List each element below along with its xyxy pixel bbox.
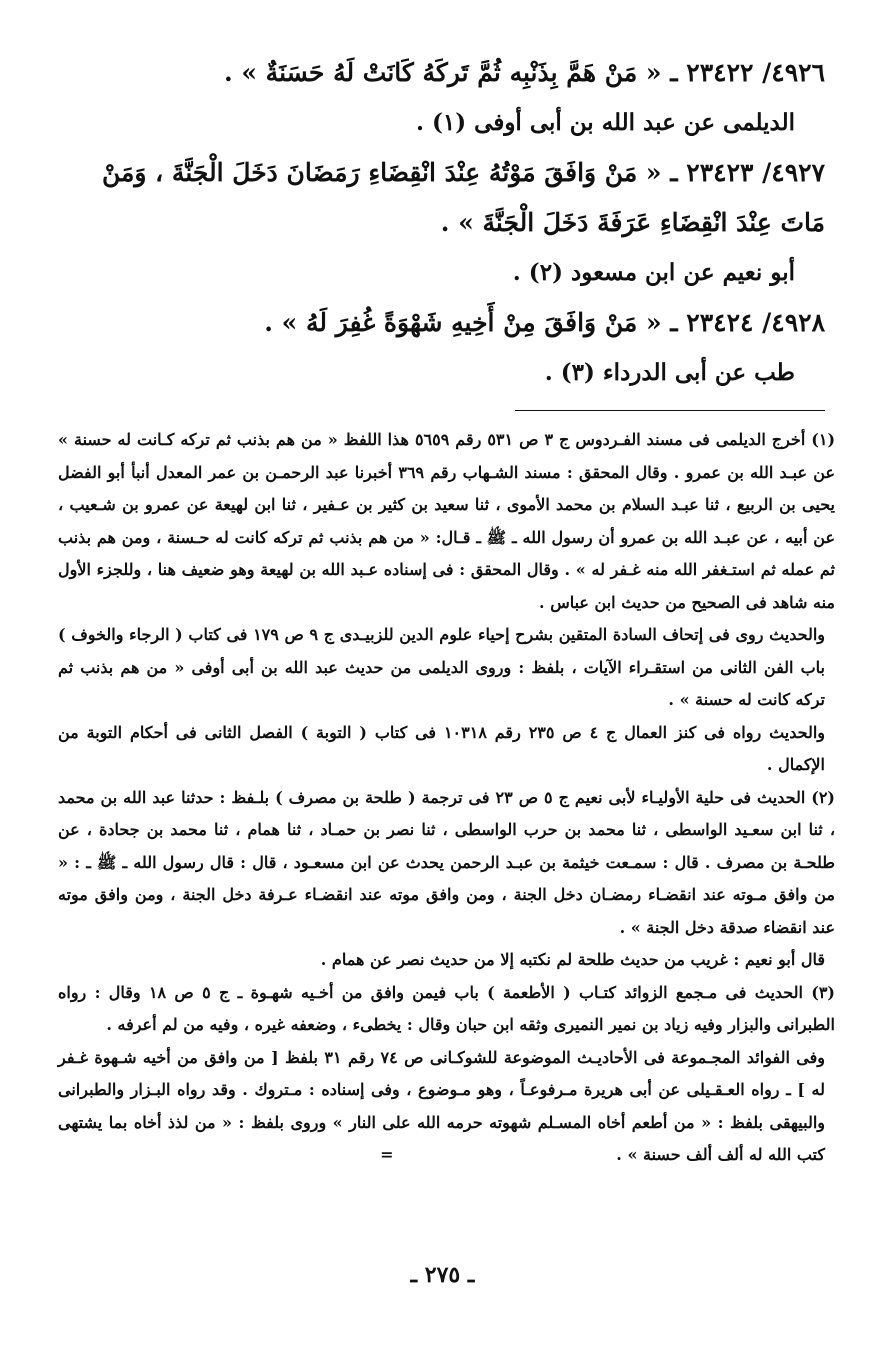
continuation-mark: = [380, 1145, 394, 1164]
footnote-2: (٢) الحديث فى حلية الأوليـاء لأبى نعيم ج ٥ ص ٢٣ فى ترجمة ( طلحة بن مصرف ) بلـفظ : حدثنا عبد الله بن محمد ، ثنا ابن سعـيد الواسطى ، ثنا محمد بن حرب الواسطى ، ثنا نصر بن حمـاد ، ثنا همام ، ثنا محمد بن جحادة ، عن طلحـة بن مصرف . قال : سمـعت خيثمة بن عبـد الرحمن يحدث عن ابن مسعـود ، قال : قال رسول الله ـ ﷺ ـ : « من وافق مـوته عند انقضـاء رمضـان دخل الجنة ، ومن وافق موته عند انقضـاء عـرفة دخل الجنة ، ومن وافق موته عند انقضاء صدقة دخل الجنة » . [58, 787, 835, 937]
hadith-4928-source: طب عن أبى الدرداء (٣) . [544, 359, 795, 386]
main-text [60, 48, 825, 398]
footnotes [58, 424, 835, 1172]
hadith-4927: ٤٩٢٧/ ٢٣٤٢٣ ـ « مَنْ وَافَقَ مَوْتُهُ عِنْدَ انْقِضَاءِ رَمَضَانَ دَخَلَ الْجَنَّةَ ، وَمَنْ مَاتَ عِنْدَ انْقِضَاءِ عَرَفَةَ دَخَلَ الْجَنَّةَ » . [101, 158, 825, 237]
hadith-4927-source: أبو نعيم عن ابن مسعود (٢) . [512, 259, 795, 286]
footnote-1: (١) أخرج الديلمى فى مسند الفـردوس ج ٣ ص ٥٣١ رقم ٥٦٥٩ هذا اللفظ « من هم بذنب ثم تركه كـانت له حسنة » عن عبـد الله بن عمرو . وقال المحقق : مسند الشـهاب رقم ٣٦٩ أخبرنا عبد الرحمـن بن عمر المعدل أنبأ أبو الفضل يحيى بن الربيع ، ثنا عبـد السلام بن محمد الأموى ، ثنا سعيد بن كثير بن عـفير ، ثنا ابن لهيعة عن عمرو بن شـعيب ، عن أبيه ، عن عبـد الله بن عمرو أن رسول الله ـ ﷺ ـ قـال: « من هم بذنب ثم تركه كانت له حـسنة ، ومن هم بذنب ثم عمله ثم استـغفر الله منه غـفر له » . وقال المحقق : فى إسناده عـبد الله بن لهيعة وهو ضعيف هنا ، وللجزء الأول منه شاهد فى الصحيح من حديث ابن عباس . [58, 430, 836, 612]
footnote-3: (٣) الحديث فى مـجمع الزوائد كتـاب ( الأطعمة ) باب فيمن وافق من أخـيه شهـوة ـ ج ٥ ص ١٨ وقال : رواه الطبرانى والبزار وفيه زياد بن نمير النميرى وثقه ابن حبان وقال : يخطىء ، وضعفه غيره ، وفيه من لم أعرفه . [58, 982, 835, 1034]
footnote-1-paragraph-2: والحديث روى فى إتحاف السادة المتقين بشرح إحياء علوم الدين للزبيـدى ج ٩ ص ١٧٩ فى كتاب ( الرجاء والخوف ) باب الفن الثانى من استقـراء الآيات ، بلفظ : وروى الديلمى من حديث عبد الله بن أبى أوفى « من هم بذنب ثم تركه كانت له حسنة » . [58, 625, 826, 709]
footnote-3-paragraph-2 [58, 1042, 835, 1172]
hadith-4926: ٤٩٢٦/ ٢٣٤٢٢ ـ « مَنْ هَمَّ بِذَنْبِه ثُمَّ تَركَهُ كَانَتْ لَهُ حَسَنَةٌ » . [223, 58, 825, 87]
footnote-1-paragraph-3: والحديث رواه فى كنز العمال ج ٤ ص ٢٣٥ رقم ١٠٣١٨ فى كتاب ( التوبة ) الفصل الثانى فى أحكام التوبة من الإكمال . [58, 722, 826, 774]
hadith-4928: ٤٩٢٨/ ٢٣٤٢٤ ـ « مَنْ وَافَقَ مِنْ أَخِيهِ شَهْوَةً غُفِرَ لَهُ » . [264, 308, 825, 337]
hadith-4926-source: الديلمى عن عبد الله بن أبى أوفى (١) . [416, 109, 795, 136]
page-number: ـ ٢٧٥ ـ [410, 1262, 475, 1288]
footnote-2-paragraph-2: قال أبو نعيم : غريب من حديث طلحة لم نكتبه إلا من حديث نصر عن همام . [320, 950, 825, 969]
footnote-separator [515, 410, 825, 411]
footnote-3-paragraph-2-text: وفى الفوائد المجـموعة فى الأحاديـث الموضوعة للشوكـانى ص ٧٤ رقم ٣١ بلفظ [ من وافق من أخيه شـهوة غـفر له ] ـ رواه العـقـيلى عن أبى هريرة مـرفوعـاً ، وهو مـوضوع ، وفى إسناده : مـتروك . وقد رواه البـزار والطبرانى والبيهقى بلفظ : « من أطعم أخاه المسـلم شهوته حرمه الله على النار » وروى بلفظ : « من لذذ أخاه بما يشتهى كتب الله له ألف ألف حسنة » . [58, 1047, 826, 1164]
